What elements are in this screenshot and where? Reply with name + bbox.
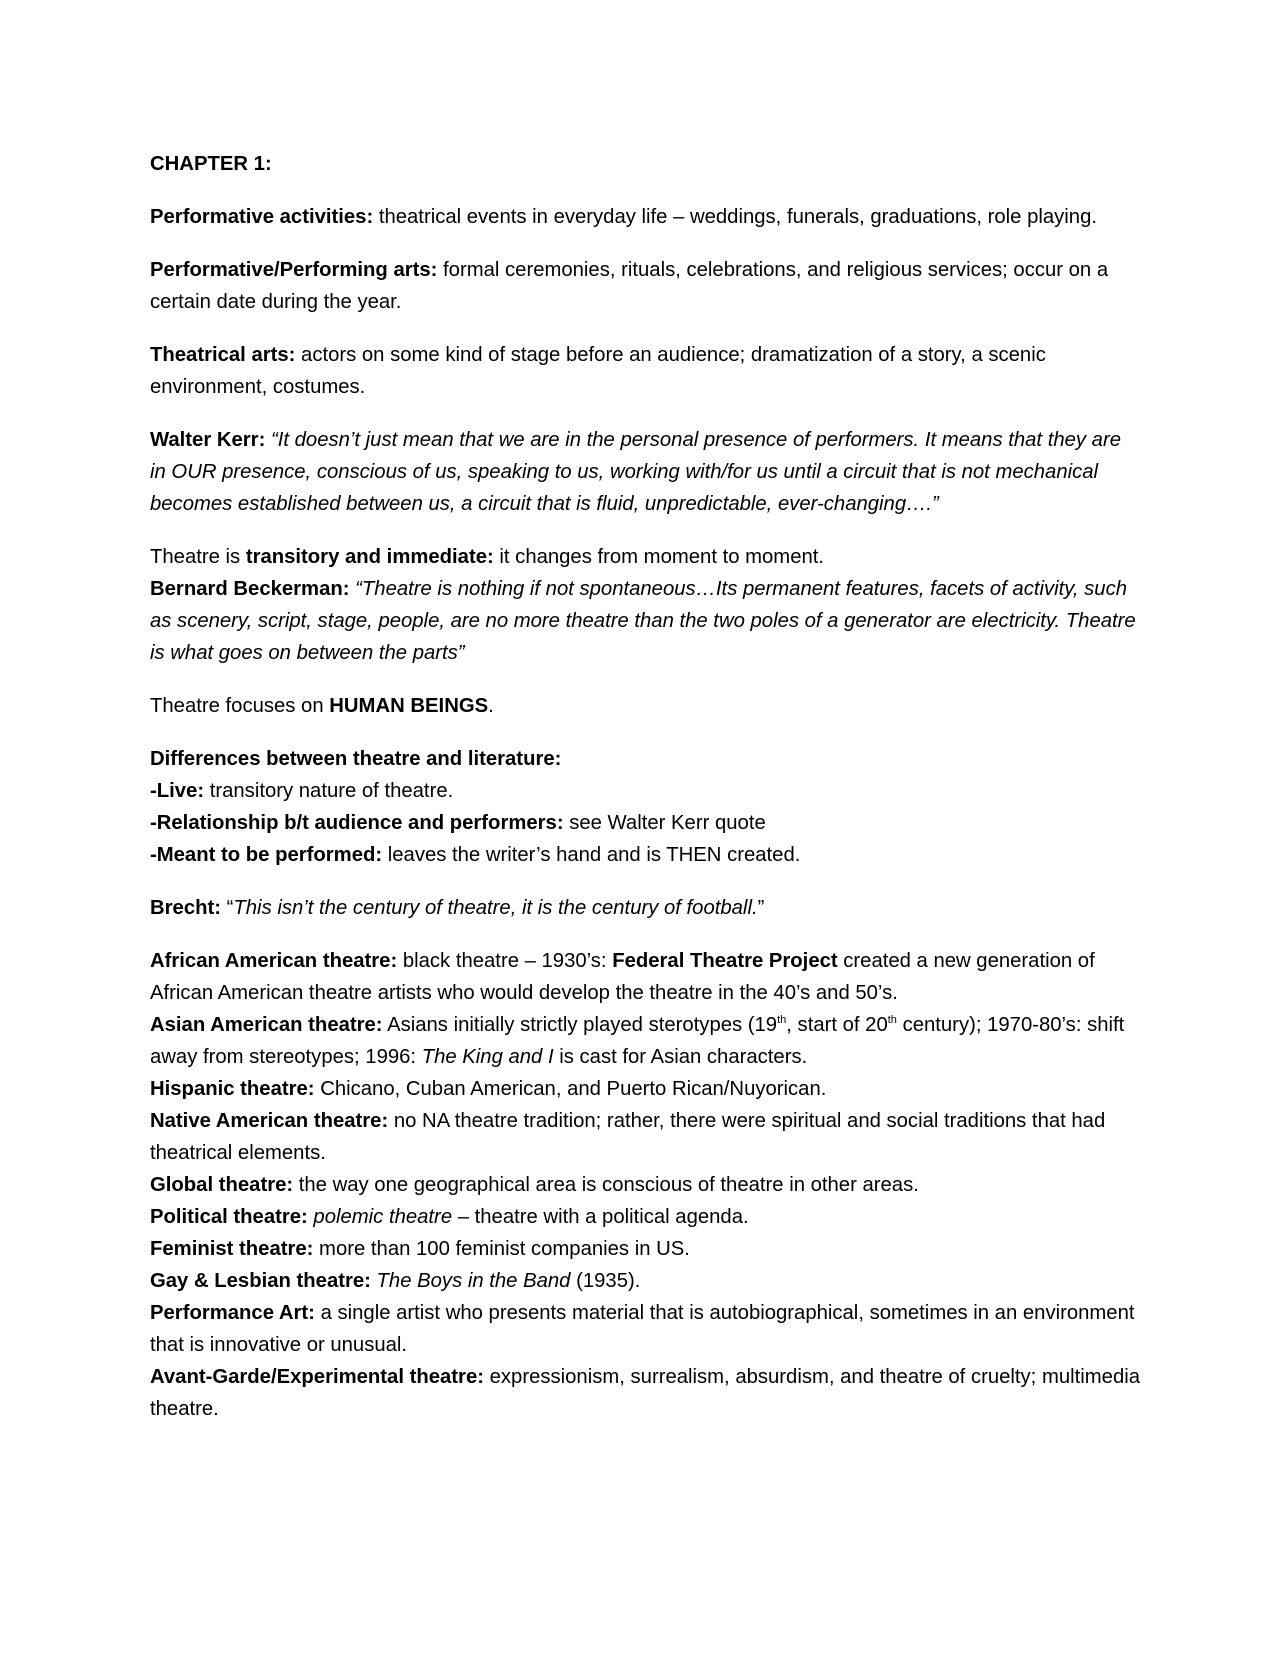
type-text: Asians initially strictly played sterotypes (19	[382, 1014, 778, 1036]
type-asian-american	[150, 1009, 1140, 1073]
statement-prefix: Theatre is	[150, 546, 246, 568]
term: HUMAN BEINGS	[329, 695, 489, 717]
type-performance-art	[150, 1297, 1140, 1361]
type-text: (1935).	[570, 1270, 641, 1292]
definition-performing-arts	[150, 254, 1140, 318]
term: -Relationship b/t audience and performers:	[150, 812, 564, 834]
term: Political theatre:	[150, 1206, 308, 1228]
term: Gay & Lesbian theatre:	[150, 1270, 371, 1292]
term-federal-theatre-project: Federal Theatre Project	[612, 950, 838, 972]
quote-brecht	[150, 892, 1140, 924]
type-text: no NA theatre tradition; rather, there were spiritual and social traditions that had theatrical elements.	[150, 1110, 1106, 1164]
chapter-heading	[150, 148, 1140, 180]
type-italic-text: polemic theatre	[307, 1206, 453, 1228]
term: -Live:	[150, 780, 205, 802]
statement-prefix: Theatre focuses on	[150, 695, 330, 717]
term: Asian American theatre:	[150, 1014, 383, 1036]
document-page	[150, 148, 1140, 1425]
quote-close: ”	[757, 897, 765, 919]
type-text: , start of 20	[786, 1014, 888, 1036]
type-text: expressionism, surrealism, absurdism, and theatre of cruelty; multimedia theatre.	[150, 1366, 1141, 1420]
definition-text: theatrical events in everyday life – weddings, funerals, graduations, role playing.	[373, 206, 1097, 228]
type-text: is cast for Asian characters.	[553, 1046, 808, 1068]
quote-text: This isn’t the century of theatre, it is the century of football.	[233, 897, 758, 919]
type-political	[150, 1201, 1140, 1233]
term: Global theatre:	[150, 1174, 294, 1196]
term: Native American theatre:	[150, 1110, 389, 1132]
term: Hispanic theatre:	[150, 1078, 315, 1100]
type-hispanic	[150, 1073, 1140, 1105]
type-text: the way one geographical area is conscious of theatre in other areas.	[293, 1174, 919, 1196]
term: Theatrical arts:	[150, 344, 296, 366]
quote-text: “Theatre is nothing if not spontaneous…Its permanent features, facets of activity, such as scenery, script, stage, people, are no more theatre than the two poles of a generator are electricity. Theatre is what goes on between the parts”	[150, 578, 1136, 664]
quote-author: Bernard Beckerman:	[150, 578, 350, 600]
quote-walter-kerr	[150, 424, 1140, 520]
list-item	[150, 775, 1140, 807]
definition-theatrical-arts	[150, 339, 1140, 403]
list-item	[150, 807, 1140, 839]
type-african-american	[150, 945, 1140, 1009]
definition-text: actors on some kind of stage before an audience; dramatization of a story, a scenic environment, costumes.	[150, 344, 1046, 398]
quote-author: Brecht:	[150, 897, 221, 919]
work-title: The King and I	[421, 1046, 554, 1068]
type-text: – theatre with a political agenda.	[452, 1206, 749, 1228]
item-text: transitory nature of theatre.	[204, 780, 454, 802]
statement-text: it changes from moment to moment.	[493, 546, 825, 568]
type-avant-garde	[150, 1361, 1140, 1425]
type-text: Chicano, Cuban American, and Puerto Rican/Nuyorican.	[314, 1078, 827, 1100]
superscript: th	[777, 1014, 787, 1027]
statement-suffix: .	[488, 695, 494, 717]
term: African American theatre:	[150, 950, 398, 972]
term: Feminist theatre:	[150, 1238, 314, 1260]
term: Performative activities:	[150, 206, 374, 228]
list-item	[150, 839, 1140, 871]
work-title: The Boys in the Band	[370, 1270, 571, 1292]
type-text: created a new generation of African American theatre artists who would develop the theatre in the 40’s and 50’s.	[150, 950, 1095, 1004]
item-text: leaves the writer’s hand and is THEN created.	[382, 844, 801, 866]
type-native-american	[150, 1105, 1140, 1169]
differences-heading	[150, 743, 1140, 775]
type-global	[150, 1169, 1140, 1201]
term: transitory and immediate:	[245, 546, 494, 568]
definition-performative-activities	[150, 201, 1140, 233]
type-feminist	[150, 1233, 1140, 1265]
superscript: th	[887, 1014, 897, 1027]
statement-human-beings	[150, 690, 1140, 722]
chapter-title: CHAPTER 1:	[150, 153, 272, 175]
quote-open: “	[221, 897, 234, 919]
type-text: century); 1970-80’s: shift away from stereotypes; 1996:	[150, 1014, 1125, 1068]
item-text: see Walter Kerr quote	[563, 812, 766, 834]
type-text: more than 100 feminist companies in US.	[313, 1238, 690, 1260]
quote-text: “It doesn’t just mean that we are in the personal presence of performers. It means that they are in OUR presence, conscious of us, speaking to us, working with/for us until a circuit that is not mechanical becomes established between us, a circuit that is fluid, unpredictable, ever-changing….”	[150, 429, 1121, 515]
quote-author: Walter Kerr:	[150, 429, 266, 451]
type-gay-lesbian	[150, 1265, 1140, 1297]
term: Avant-Garde/Experimental theatre:	[150, 1366, 484, 1388]
term: Performative/Performing arts:	[150, 259, 438, 281]
definition-text: formal ceremonies, rituals, celebrations, and religious services; occur on a certain date during the year.	[150, 259, 1109, 313]
statement-transitory	[150, 541, 1140, 573]
term: Performance Art:	[150, 1302, 315, 1324]
term: -Meant to be performed:	[150, 844, 383, 866]
section-heading: Differences between theatre and literature:	[150, 748, 562, 770]
type-text: black theatre – 1930’s:	[397, 950, 613, 972]
type-text: a single artist who presents material that is autobiographical, sometimes in an environment that is innovative or unusual.	[150, 1302, 1135, 1356]
quote-beckerman	[150, 573, 1140, 669]
